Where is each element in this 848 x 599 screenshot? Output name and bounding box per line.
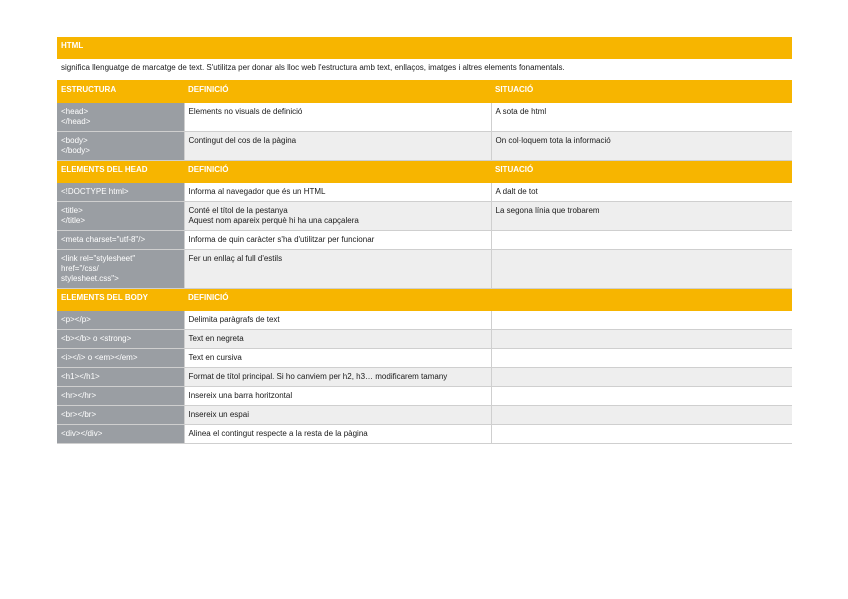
section-header-cell <box>491 289 792 311</box>
situation-cell <box>491 311 792 330</box>
table-row <box>57 202 792 231</box>
definition-cell: Informa al navegador que és un HTML <box>184 183 491 202</box>
section-header-cell: DEFINICIÓ <box>184 81 491 103</box>
section-header-cell: DEFINICIÓ <box>184 161 491 183</box>
tag-cell: <link rel="stylesheet" href="/css/ stylesheet.css"> <box>57 250 184 289</box>
situation-cell <box>491 250 792 289</box>
section-header-cell: ELEMENTS DEL BODY <box>57 289 184 311</box>
situation-cell <box>491 349 792 368</box>
situation-cell: On col·loquem tota la informació <box>491 132 792 161</box>
table-row <box>57 406 792 425</box>
table-row <box>57 425 792 444</box>
table-description: significa llenguatge de marcatge de text. S'utilitza per donar als lloc web l'estructura amb text, enllaços, imatges i altres elements fonamentals. <box>57 59 792 81</box>
situation-cell <box>491 330 792 349</box>
section-header-cell: SITUACIÓ <box>491 161 792 183</box>
html-reference-sheet <box>57 37 792 444</box>
definition-cell: Conté el títol de la pestanya Aquest nom apareix perquè hi ha una capçalera <box>184 202 491 231</box>
title-row <box>57 37 792 59</box>
tag-cell: <div></div> <box>57 425 184 444</box>
table-title: HTML <box>57 37 792 59</box>
table-row <box>57 387 792 406</box>
definition-cell: Text en negreta <box>184 330 491 349</box>
table-row <box>57 132 792 161</box>
table-row <box>57 311 792 330</box>
table-row <box>57 330 792 349</box>
tag-cell: <br></br> <box>57 406 184 425</box>
reference-table <box>57 37 792 444</box>
definition-cell: Insereix un espai <box>184 406 491 425</box>
definition-cell: Contingut del cos de la pàgina <box>184 132 491 161</box>
definition-cell: Text en cursiva <box>184 349 491 368</box>
tag-cell: <head> </head> <box>57 103 184 132</box>
definition-cell: Elements no visuals de definició <box>184 103 491 132</box>
table-row <box>57 183 792 202</box>
situation-cell <box>491 406 792 425</box>
section-header-row <box>57 289 792 311</box>
description-row <box>57 59 792 81</box>
section-header-cell: DEFINICIÓ <box>184 289 491 311</box>
tag-cell: <meta charset="utf-8"/> <box>57 231 184 250</box>
definition-cell: Informa de quin caràcter s'ha d'utilitzar per funcionar <box>184 231 491 250</box>
section-header-row <box>57 81 792 103</box>
tag-cell: <title> </title> <box>57 202 184 231</box>
definition-cell: Fer un enllaç al full d'estils <box>184 250 491 289</box>
tag-cell: <h1></h1> <box>57 368 184 387</box>
definition-cell: Format de títol principal. Si ho canviem per h2, h3… modificarem tamany <box>184 368 491 387</box>
tag-cell: <hr></hr> <box>57 387 184 406</box>
tag-cell: <b></b> o <strong> <box>57 330 184 349</box>
section-header-row <box>57 161 792 183</box>
tag-cell: <i></i> o <em></em> <box>57 349 184 368</box>
table-row <box>57 349 792 368</box>
definition-cell: Delimita paràgrafs de text <box>184 311 491 330</box>
situation-cell: A dalt de tot <box>491 183 792 202</box>
situation-cell <box>491 425 792 444</box>
section-header-cell: ESTRUCTURA <box>57 81 184 103</box>
table-row <box>57 103 792 132</box>
situation-cell: La segona línia que trobarem <box>491 202 792 231</box>
definition-cell: Alinea el contingut respecte a la resta de la pàgina <box>184 425 491 444</box>
table-row <box>57 231 792 250</box>
table-row <box>57 368 792 387</box>
situation-cell <box>491 387 792 406</box>
situation-cell <box>491 231 792 250</box>
definition-cell: Insereix una barra horitzontal <box>184 387 491 406</box>
section-header-cell: ELEMENTS DEL HEAD <box>57 161 184 183</box>
tag-cell: <p></p> <box>57 311 184 330</box>
tag-cell: <body> </body> <box>57 132 184 161</box>
section-header-cell: SITUACIÓ <box>491 81 792 103</box>
situation-cell: A sota de html <box>491 103 792 132</box>
tag-cell: <!DOCTYPE html> <box>57 183 184 202</box>
situation-cell <box>491 368 792 387</box>
table-row <box>57 250 792 289</box>
